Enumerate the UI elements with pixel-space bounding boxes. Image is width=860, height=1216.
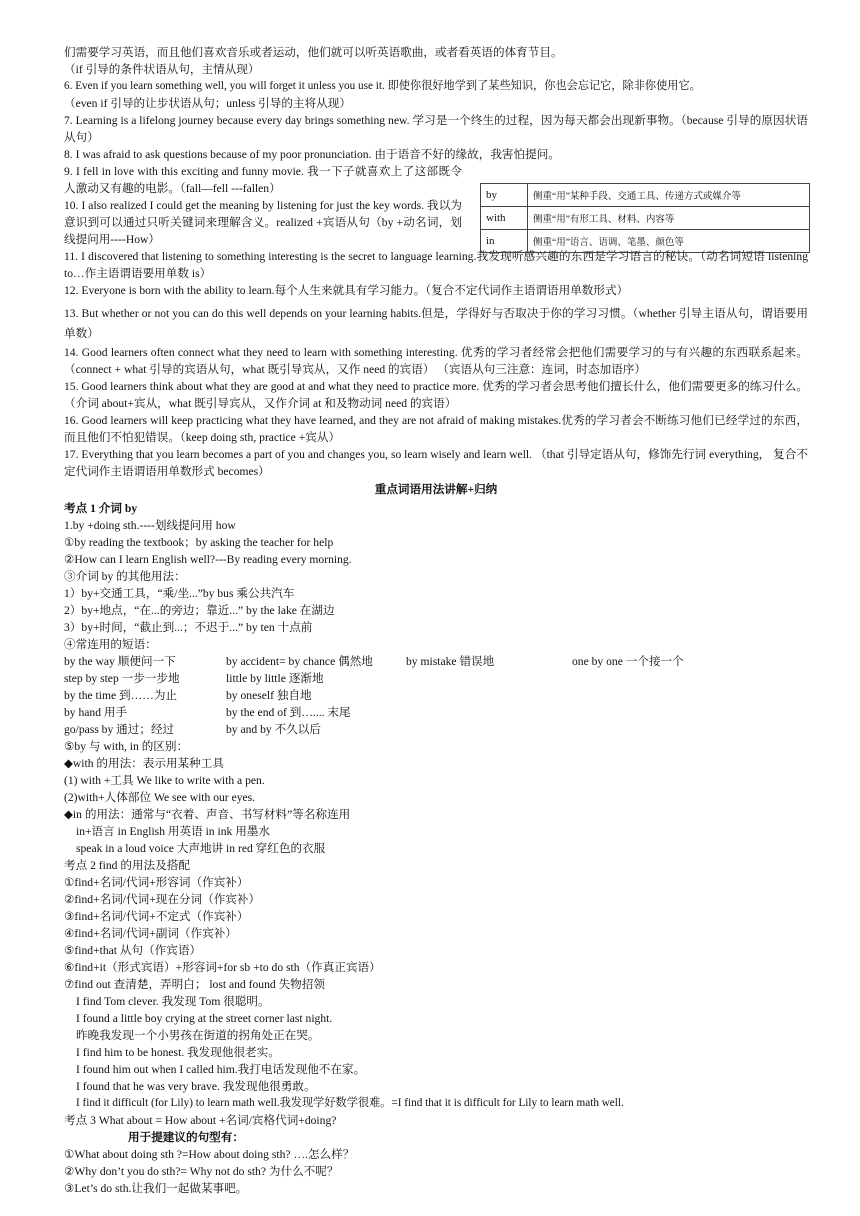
comparison-table [480,183,810,253]
text-line: ◆with 的用法：表示用某种工具 [64,757,224,770]
text-line: 1.by +doing sth.----划线提问用 how [64,519,236,532]
table-key: by [481,184,528,207]
text-line: ◆in 的用法：通常与“衣着、声音、书写材料”等名称连用 [64,808,351,821]
example-line: I find Tom clever. 我发现 Tom 很聪明。 [76,995,270,1008]
example-line: I found him out when I called him.我打电话发现他不在家。 [76,1063,366,1076]
section-heading: 重点词语用法讲解+归纳 [374,483,498,496]
point-2-title: 考点 2 find 的用法及搭配 [64,859,190,872]
list-item: ⑥find+it（形式宾语）+形容词+for sb +to do sth（作真正宾语） [64,961,381,974]
phrase: go/pass by 通过；经过 [64,723,175,736]
list-item: ③find+名词/代词+不定式（作宾补） [64,910,249,923]
phrase: little by little 逐渐地 [226,672,324,685]
point-1-title: 考点 1 介词 by [64,502,138,515]
example-line: I find him to be honest. 我发现他很老实。 [76,1046,280,1059]
example-line: I found that he was very brave. 我发现他很勇敢。 [76,1080,316,1093]
text-line: 们需要学习英语，而且他们喜欢音乐或者运动，他们就可以听英语歌曲，或者看英语的体育节目。 [64,46,563,59]
text-line: (1) with +工具 We like to write with a pen. [64,774,265,787]
sentence-13: 13. But whether or not you can do this well depends on your learning habits.但是，学得好与否取决于你的学习习惯。（whether 引导主语从句，谓语要用单数） [64,307,808,340]
text-line: 1）by+交通工具，“乘/坐...”by bus 乘公共汽车 [64,587,295,600]
phrase: by hand 用手 [64,706,128,719]
sentence-12: 12. Everyone is born with the ability to learn.每个人生来就具有学习能力。（复合不定代词作主语谓语用单数形式） [64,284,629,297]
phrase-row [64,721,808,738]
phrase: by accident= by chance 偶然地 [226,655,373,668]
point-3-subtitle: 用于提建议的句型有： [128,1131,244,1144]
example-line: I find it difficult (for Lily) to learn math well.我发现学好数学很难。=I find that it is difficult for Lily to learn math well. [76,1097,624,1109]
phrase: one by one 一个接一个 [572,655,684,668]
example-line: I found a little boy crying at the street corner last night. [76,1012,333,1025]
sentence-8: 8. I was afraid to ask questions because of my poor pronunciation. 由于语音不好的缘故，我害怕提问。 [64,148,560,161]
table-row [481,184,810,207]
phrase: step by step 一步一步地 [64,672,180,685]
list-item: ④find+名词/代词+副词（作宾补） [64,927,237,940]
table-key: in [481,230,528,253]
text-line: in+语言 in English 用英语 in ink 用墨水 [76,825,270,838]
phrase: by mistake 错误地 [406,655,495,668]
text-line: （even if 引导的让步状语从句；unless 引导的主将从现） [64,97,351,110]
list-item: ①What about doing sth ?=How about doing sth? ….怎么样？ [64,1148,355,1161]
text-line: speak in a loud voice 大声地讲 in red 穿红色的衣服 [76,842,326,855]
text-line: ④常连用的短语： [64,638,157,651]
text-line: （if 引导的条件状语从句，主情从现） [64,63,260,76]
table-desc: 侧重“用”某种手段、交通工具、传递方式或媒介等 [528,184,810,207]
sentence-14: 14. Good learners often connect what they need to learn with something interesting. 优秀的学习者经常会把他们需要学习的与有兴趣的东西联系起来。（connect + what 引导的宾语从句，what 既引导宾从，又作 need 的宾语） （宾语从句三注意：连词，时态加语序） [64,346,808,376]
phrase: by the end of 到….... 末尾 [226,706,351,719]
sentence-9: 9. I fell in love with this exciting and funny movie. 我一下子就喜欢上了这部既令人激动又有趣的电影。（fall—fell ---fallen） [64,165,462,195]
sentence-11: 11. I discovered that listening to something interesting is the secret to language learning.我发现听感兴趣的东西是学习语言的秘诀。（动名词短语 listening to…作主语谓语要用单数 is） [64,250,808,280]
text-line: ②How can I learn English well?---By reading every morning. [64,553,352,566]
phrase-row [64,687,808,704]
text-line: ①by reading the textbook；by asking the teacher for help [64,536,334,549]
sentence-15: 15. Good learners think about what they are good at and what they need to practice more. 优秀的学习者会思考他们擅长什么，他们需要更多的练习什么。（介词 about+宾从，what 既引导宾从，又作介词 at 和及物动词 need 的宾语） [64,380,808,410]
table-desc: 侧重“用”语言、语调、笔墨、颜色等 [528,230,810,253]
text-line: ⑤by 与 with, in 的区别： [64,740,189,753]
sentence-16: 16. Good learners will keep practicing what they have learned, and they are not afraid of making mistakes.优秀的学习者会不断练习他们已经学过的东西，而且他们不怕犯错误。（keep doing sth, practice +宾从） [64,414,808,444]
phrase-row [64,653,808,670]
text-line: 2）by+地点，“在...的旁边；靠近...” by the lake 在湖边 [64,604,335,617]
point-3-title: 考点 3 What about = How about +名词/宾格代词+doing? [64,1114,337,1127]
table-key: with [481,207,528,230]
text-line: 3）by+时间，“截止到...；不迟于...” by ten 十点前 [64,621,313,634]
list-item: ⑦find out 查清楚，弄明白； lost and found 失物招领 [64,978,325,991]
phrase-row [64,704,808,721]
phrase-grid [64,653,808,738]
text-line: (2)with+人体部位 We see with our eyes. [64,791,256,804]
sentence-10: 10. I also realized I could get the meaning by listening for just the key words. 我以为意识到可以通过只听关键词来理解含义。realized +宾语从句（by +动名词，划线提问用----How） [64,199,462,246]
text-line: ③介词 by 的其他用法： [64,570,186,583]
sentence-6: 6. Even if you learn something well, you will forget it unless you use it. 即使你很好地学到了某些知识，你也会忘记它，除非你使用它。 [64,80,701,92]
sentence-17: 17. Everything that you learn becomes a part of you and changes you, so learn wisely and learn well. （that 引导定语从句，修饰先行词 everything， 复合不定代词作主语谓语用单数形式 becomes） [64,448,808,478]
phrase: by the way 顺便问一下 [64,655,176,668]
example-line: 昨晚我发现一个小男孩在街道的拐角处正在哭。 [76,1029,320,1042]
table-desc: 侧重“用”有形工具、材料、内容等 [528,207,810,230]
list-item: ②find+名词/代词+现在分词（作宾补） [64,893,261,906]
phrase: by and by 不久以后 [226,723,321,736]
sentence-7: 7. Learning is a lifelong journey because every day brings something new. 学习是一个终生的过程，因为每天都会出现新事物。（because 引导的原因状语从句） [64,114,808,144]
list-item: ①find+名词/代词+形容词（作宾补） [64,876,249,889]
phrase-row [64,670,808,687]
phrase: by oneself 独自地 [226,689,312,702]
list-item: ②Why don’t you do sth?= Why not do sth? 为什么不呢？ [64,1165,339,1178]
list-item: ⑤find+that 从句（作宾语） [64,944,202,957]
phrase: by the time 到……为止 [64,689,178,702]
list-item: ③Let’s do sth.让我们一起做某事吧。 [64,1182,248,1195]
table-row [481,230,810,253]
table-row [481,207,810,230]
